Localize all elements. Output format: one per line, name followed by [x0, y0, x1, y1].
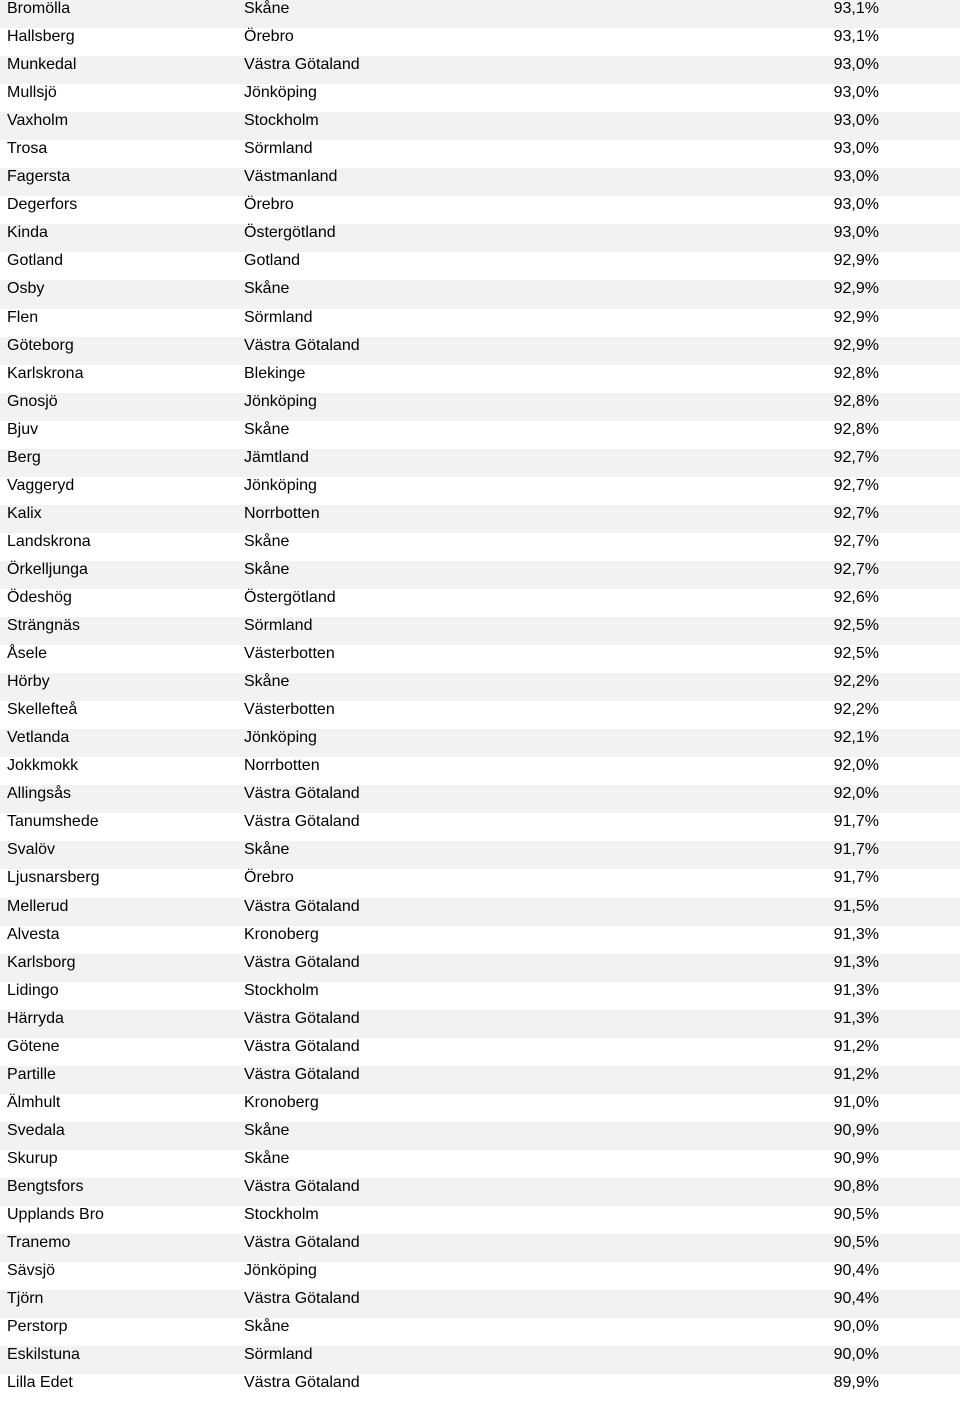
table-row	[0, 1290, 960, 1318]
table-row	[0, 1150, 960, 1178]
percent-cell: 93,0%	[833, 168, 879, 186]
municipality-cell: Degerfors	[7, 196, 78, 214]
percent-cell: 91,0%	[833, 1093, 879, 1111]
municipality-cell: Karlsborg	[7, 953, 76, 971]
percent-cell: 92,7%	[833, 476, 879, 494]
percent-cell: 90,0%	[833, 1318, 879, 1336]
percent-cell: 92,7%	[833, 560, 879, 578]
municipality-cell: Trosa	[7, 140, 48, 158]
county-cell: Skåne	[244, 1318, 290, 1336]
county-cell: Västmanland	[244, 168, 338, 186]
county-cell: Skåne	[244, 1121, 290, 1139]
percent-cell: 90,9%	[833, 1121, 879, 1139]
percent-cell: 91,3%	[833, 1009, 879, 1027]
municipality-cell: Lilla Edet	[7, 1374, 73, 1392]
table-row	[0, 196, 960, 224]
table-row	[0, 84, 960, 112]
percent-cell: 92,9%	[833, 336, 879, 354]
municipality-cell: Berg	[7, 448, 41, 466]
county-cell: Örebro	[244, 196, 294, 214]
county-cell: Västra Götaland	[244, 1290, 360, 1308]
county-cell: Jönköping	[244, 476, 317, 494]
percent-cell: 90,5%	[833, 1206, 879, 1224]
table-row	[0, 421, 960, 449]
county-cell: Västra Götaland	[244, 1065, 360, 1083]
table-row	[0, 0, 960, 28]
municipality-cell: Skurup	[7, 1149, 58, 1167]
table-row	[0, 898, 960, 926]
percent-cell: 93,0%	[833, 84, 879, 102]
table-row	[0, 1038, 960, 1066]
county-cell: Örebro	[244, 28, 294, 46]
municipality-cell: Göteborg	[7, 336, 74, 354]
table-row	[0, 1346, 960, 1374]
county-cell: Västra Götaland	[244, 1374, 360, 1392]
county-cell: Jönköping	[244, 1262, 317, 1280]
percent-cell: 91,3%	[833, 925, 879, 943]
county-cell: Västra Götaland	[244, 1037, 360, 1055]
county-cell: Västra Götaland	[244, 897, 360, 915]
percent-cell: 92,8%	[833, 392, 879, 410]
table-row	[0, 1066, 960, 1094]
percent-cell: 90,0%	[833, 1346, 879, 1364]
county-cell: Sörmland	[244, 1346, 313, 1364]
county-cell: Stockholm	[244, 981, 319, 999]
county-cell: Gotland	[244, 252, 301, 270]
county-cell: Norrbotten	[244, 757, 320, 775]
percent-cell: 92,7%	[833, 532, 879, 550]
county-cell: Skåne	[244, 420, 290, 438]
percent-cell: 92,5%	[833, 645, 879, 663]
county-cell: Östergötland	[244, 224, 336, 242]
county-cell: Västra Götaland	[244, 1009, 360, 1027]
municipality-cell: Mellerud	[7, 897, 69, 915]
county-cell: Västra Götaland	[244, 1234, 360, 1252]
county-cell: Jämtland	[244, 448, 309, 466]
table-row	[0, 477, 960, 505]
municipality-cell: Bjuv	[7, 420, 39, 438]
county-cell: Stockholm	[244, 1206, 319, 1224]
percent-cell: 93,0%	[833, 112, 879, 130]
table-row	[0, 1262, 960, 1290]
percent-cell: 92,8%	[833, 420, 879, 438]
municipality-cell: Härryda	[7, 1009, 64, 1027]
municipality-cell: Skellefteå	[7, 701, 78, 719]
table-row	[0, 28, 960, 56]
county-cell: Skåne	[244, 673, 290, 691]
percent-cell: 92,9%	[833, 308, 879, 326]
county-cell: Skåne	[244, 0, 290, 17]
municipality-cell: Munkedal	[7, 56, 77, 74]
table-row	[0, 112, 960, 140]
county-cell: Västra Götaland	[244, 813, 360, 831]
municipality-cell: Kalix	[7, 504, 42, 522]
county-cell: Skåne	[244, 532, 290, 550]
county-cell: Kronoberg	[244, 1093, 319, 1111]
percent-cell: 92,8%	[833, 364, 879, 382]
municipality-cell: Götene	[7, 1037, 60, 1055]
county-cell: Jönköping	[244, 729, 317, 747]
table-row	[0, 449, 960, 477]
percent-cell: 92,0%	[833, 785, 879, 803]
municipality-cell: Osby	[7, 280, 45, 298]
municipality-cell: Svalöv	[7, 841, 56, 859]
table-row	[0, 365, 960, 393]
table-row	[0, 280, 960, 308]
percent-cell: 90,9%	[833, 1149, 879, 1167]
municipality-cell: Vaggeryd	[7, 476, 75, 494]
percent-cell: 92,5%	[833, 617, 879, 635]
municipality-cell: Fagersta	[7, 168, 71, 186]
county-cell: Norrbotten	[244, 504, 320, 522]
percent-cell: 92,9%	[833, 252, 879, 270]
municipality-cell: Jokkmokk	[7, 757, 79, 775]
municipality-cell: Tanumshede	[7, 813, 99, 831]
percent-cell: 91,7%	[833, 869, 879, 887]
municipality-cell: Tranemo	[7, 1234, 71, 1252]
county-cell: Västra Götaland	[244, 336, 360, 354]
table-row	[0, 954, 960, 982]
municipality-cell: Sävsjö	[7, 1262, 56, 1280]
percent-cell: 91,3%	[833, 953, 879, 971]
table-row	[0, 1122, 960, 1150]
percent-cell: 92,0%	[833, 757, 879, 775]
county-cell: Västra Götaland	[244, 785, 360, 803]
percent-cell: 90,4%	[833, 1290, 879, 1308]
table-row	[0, 533, 960, 561]
municipality-cell: Mullsjö	[7, 84, 57, 102]
municipality-cell: Partille	[7, 1065, 56, 1083]
county-cell: Örebro	[244, 869, 294, 887]
percent-cell: 92,1%	[833, 729, 879, 747]
table-row	[0, 617, 960, 645]
percent-cell: 91,5%	[833, 897, 879, 915]
county-cell: Blekinge	[244, 364, 306, 382]
table-row	[0, 252, 960, 280]
municipality-cell: Kinda	[7, 224, 48, 242]
table-row	[0, 168, 960, 196]
municipality-cell: Vaxholm	[7, 112, 69, 130]
table-row	[0, 1094, 960, 1122]
percent-cell: 91,2%	[833, 1065, 879, 1083]
municipality-cell: Gnosjö	[7, 392, 58, 410]
table-row	[0, 1206, 960, 1234]
table-row	[0, 729, 960, 757]
table-row	[0, 1178, 960, 1206]
municipality-cell: Örkelljunga	[7, 560, 88, 578]
municipality-cell: Ödeshög	[7, 588, 72, 606]
county-cell: Västra Götaland	[244, 1177, 360, 1195]
table-row	[0, 701, 960, 729]
county-cell: Sörmland	[244, 617, 313, 635]
percent-cell: 93,1%	[833, 0, 879, 17]
county-cell: Skåne	[244, 1149, 290, 1167]
county-cell: Västerbotten	[244, 701, 335, 719]
percent-cell: 91,2%	[833, 1037, 879, 1055]
municipality-cell: Eskilstuna	[7, 1346, 80, 1364]
municipality-cell: Hörby	[7, 673, 50, 691]
percent-cell: 90,4%	[833, 1262, 879, 1280]
table-row	[0, 841, 960, 869]
percent-cell: 92,7%	[833, 448, 879, 466]
municipality-cell: Bromölla	[7, 0, 71, 17]
percent-cell: 92,7%	[833, 504, 879, 522]
table-row	[0, 757, 960, 785]
percent-cell: 93,1%	[833, 28, 879, 46]
table-row	[0, 813, 960, 841]
county-cell: Skåne	[244, 560, 290, 578]
municipality-cell: Alvesta	[7, 925, 60, 943]
municipality-cell: Karlskrona	[7, 364, 84, 382]
municipality-cell: Bengtsfors	[7, 1177, 84, 1195]
table-row	[0, 645, 960, 673]
table-row	[0, 1010, 960, 1038]
municipality-cell: Ljusnarsberg	[7, 869, 100, 887]
municipality-cell: Perstorp	[7, 1318, 68, 1336]
municipality-cell: Hallsberg	[7, 28, 75, 46]
percent-cell: 93,0%	[833, 224, 879, 242]
percent-cell: 90,8%	[833, 1177, 879, 1195]
table-row	[0, 982, 960, 1010]
municipality-cell: Vetlanda	[7, 729, 70, 747]
table-row	[0, 561, 960, 589]
table-row	[0, 926, 960, 954]
county-cell: Stockholm	[244, 112, 319, 130]
municipality-cell: Strängnäs	[7, 617, 80, 635]
county-cell: Västra Götaland	[244, 56, 360, 74]
table-row	[0, 1374, 960, 1402]
municipality-cell: Svedala	[7, 1121, 65, 1139]
county-cell: Skåne	[244, 280, 290, 298]
percent-cell: 92,2%	[833, 673, 879, 691]
percent-cell: 93,0%	[833, 196, 879, 214]
municipality-cell: Flen	[7, 308, 39, 326]
county-cell: Sörmland	[244, 140, 313, 158]
percent-cell: 91,7%	[833, 841, 879, 859]
table-row	[0, 1234, 960, 1262]
table-row	[0, 393, 960, 421]
percent-cell: 92,2%	[833, 701, 879, 719]
county-cell: Kronoberg	[244, 925, 319, 943]
table-row	[0, 505, 960, 533]
county-cell: Jönköping	[244, 392, 317, 410]
municipality-cell: Landskrona	[7, 532, 91, 550]
percent-cell: 92,6%	[833, 588, 879, 606]
county-cell: Sörmland	[244, 308, 313, 326]
county-cell: Västra Götaland	[244, 953, 360, 971]
county-cell: Östergötland	[244, 588, 336, 606]
county-cell: Skåne	[244, 841, 290, 859]
table-row	[0, 337, 960, 365]
table-row	[0, 1318, 960, 1346]
percent-cell: 92,9%	[833, 280, 879, 298]
table-row	[0, 140, 960, 168]
table-row	[0, 56, 960, 84]
percent-cell: 90,5%	[833, 1234, 879, 1252]
municipality-cell: Åsele	[7, 645, 48, 663]
table-row	[0, 589, 960, 617]
percent-cell: 93,0%	[833, 56, 879, 74]
municipality-cell: Lidingo	[7, 981, 59, 999]
municipality-cell: Allingsås	[7, 785, 72, 803]
table-row	[0, 869, 960, 897]
percent-cell: 89,9%	[833, 1374, 879, 1392]
percent-cell: 93,0%	[833, 140, 879, 158]
county-cell: Västerbotten	[244, 645, 335, 663]
table-row	[0, 224, 960, 252]
municipality-cell: Upplands Bro	[7, 1206, 104, 1224]
county-cell: Jönköping	[244, 84, 317, 102]
table-row	[0, 309, 960, 337]
percent-cell: 91,3%	[833, 981, 879, 999]
municipality-cell: Tjörn	[7, 1290, 44, 1308]
municipality-cell: Gotland	[7, 252, 64, 270]
municipality-cell: Älmhult	[7, 1093, 61, 1111]
table-row	[0, 785, 960, 813]
percent-cell: 91,7%	[833, 813, 879, 831]
table-row	[0, 673, 960, 701]
